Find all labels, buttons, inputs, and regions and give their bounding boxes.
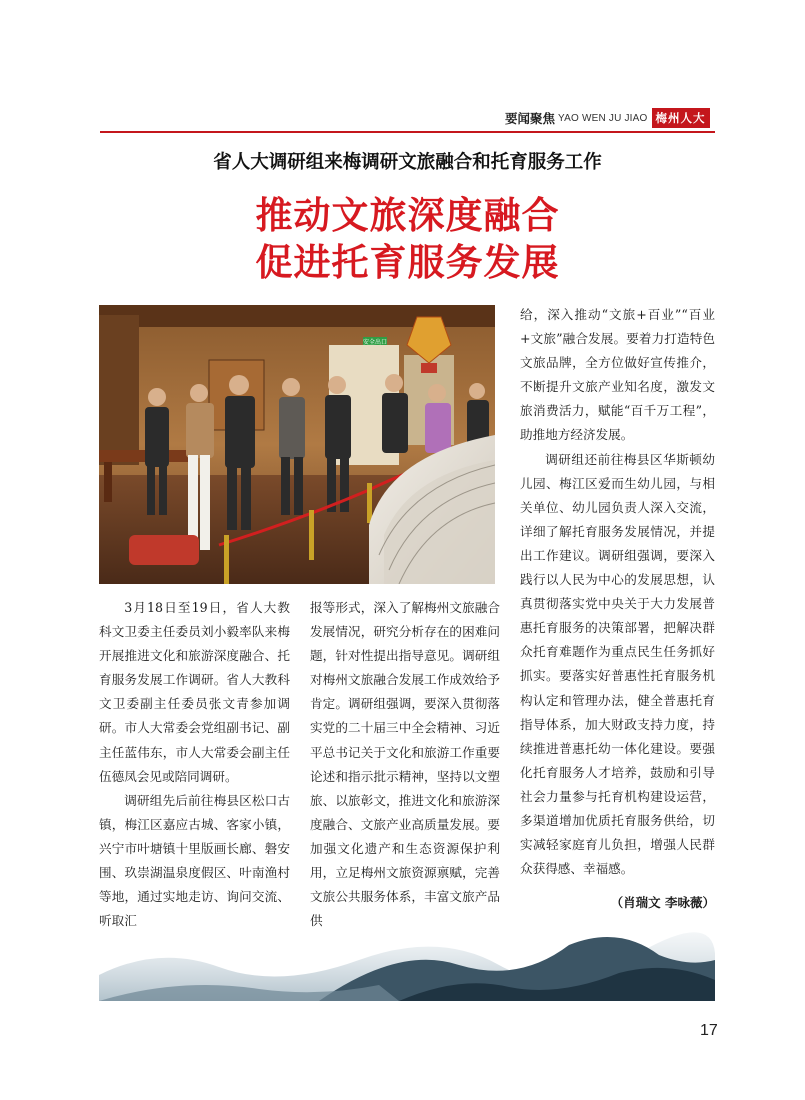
section-name-en: YAO WEN JU JIAO <box>558 112 648 124</box>
text-column-middle <box>310 596 500 933</box>
page-number: 17 <box>700 1022 718 1039</box>
article-subtitle: 省人大调研组来梅调研文旅融合和托育服务工作 <box>213 152 602 173</box>
text-column-left <box>99 596 290 933</box>
paragraph: 调研组还前往梅县区华斯顿幼儿园、梅江区爱而生幼儿园，与相关单位、幼儿园负责人深入交流，详细了解托育服务发展情况，并提出工作建议。调研组强调，要深入践行以人民为中心的发展思想，认真贯彻落实党中央关于大力发展普惠托育服务的决策部署，把解决群众托育难题作为重点民生任务抓好抓实。要落实好普惠性托育服务机构认定和管理办法，健全普惠托育指导体系，加大财政支持力度，持续推进普惠托幼一体化建设。要强化托育服务人才培养，鼓励和引导社会力量参与托育机构建设运营，多渠道增加优质托育服务供给，切实减轻家庭育儿负担，增强人民群众获得感、幸福感。 <box>520 451 715 877</box>
paragraph: 给，深入推动“文旅+百业”“百业+文旅”融合发展。要着力打造特色文旅品牌，全方位做好宣传推介，不断提升文旅产业知名度，激发文旅消费活力，赋能“百千万工程”，助推地方经济发展。 <box>520 307 715 443</box>
section-header <box>505 106 715 130</box>
article-title-line-1: 推动文旅深度融合 <box>255 193 560 237</box>
header-divider <box>100 131 715 133</box>
article-byline: （肖瑞文 李咏薇） <box>610 895 715 910</box>
article-title-line-2: 促进托育服务发展 <box>255 240 560 284</box>
exit-sign-text: 安全出口 <box>362 339 388 346</box>
paragraph: 调研组先后前往梅县区松口古镇，梅江区嘉应古城、客家小镇，兴宁市叶塘镇十里版画长廊、磐安围、玖崇湖温泉度假区、叶南渔村等地，通过实地走访、询问交流、听取汇 <box>99 792 290 929</box>
article-photo <box>99 305 495 584</box>
mountain-decoration-icon <box>99 905 715 1001</box>
text-column-right <box>520 303 715 881</box>
publication-logo: 梅州人大 <box>652 108 710 128</box>
paragraph: 报等形式，深入了解梅州文旅融合发展情况，研究分析存在的困难问题，针对性提出指导意见。调研组对梅州文旅融合发展工作成效给予肯定。调研组强调，要深入贯彻落实党的二十届三中全会精神、习近平总书记关于文化和旅游工作重要论述和指示批示精神，坚持以文塑旅、以旅彰文，推进文化和旅游深度融合、文旅产业高质量发展。要加强文化遗产和生态资源保护利用，立足梅州文旅资源禀赋，完善文旅公共服务体系，丰富文旅产品供 <box>310 600 500 929</box>
paragraph: 3月18日至19日，省人大教科文卫委主任委员刘小毅率队来梅开展推进文化和旅游深度融合、托育服务发展工作调研。省人大教科文卫委副主任委员张文青参加调研。市人大常委会党组副书记、副主任蓝伟东，市人大常委会副主任伍德凤会见或陪同调研。 <box>99 600 290 784</box>
section-name-cn: 要闻聚焦 <box>505 111 556 126</box>
